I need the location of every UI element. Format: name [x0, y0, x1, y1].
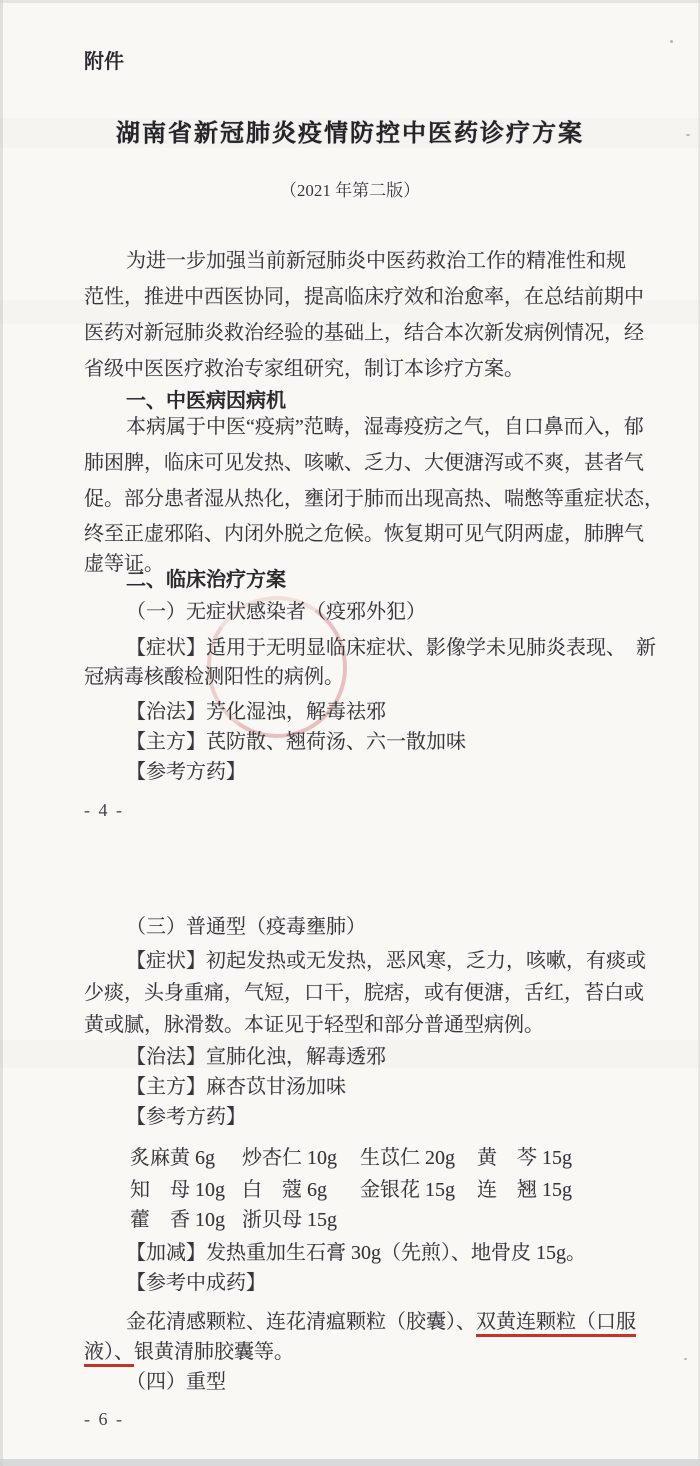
pathogenesis-line: 本病属于中医“疫病”范畴，湿毒疫疠之气，自口鼻而入，郁: [126, 416, 644, 438]
document-title: 湖南省新冠肺炎疫情防控中医药诊疗方案: [116, 121, 584, 147]
pathogenesis-line: 肺困脾，临床可见发热、咳嗽、乏力、大便溏泻或不爽，甚者气: [84, 452, 644, 474]
scan-edge-bottom: [0, 1459, 700, 1466]
type1-symptom-line: 【症状】适用于无明显临床症状、影像学未见肺炎表现、 新: [126, 637, 656, 659]
type3-symptom-line: 少痰，头身重痛，气短，口干，脘痞，或有便溏，舌红，苔白或: [84, 982, 644, 1004]
type3-formula-line: 【主方】麻杏苡甘汤加味: [126, 1076, 346, 1098]
type3-reference-label: 【参考方药】: [126, 1106, 246, 1128]
scan-speck: [670, 40, 673, 43]
patent-medicine-line: [126, 1309, 636, 1336]
red-underline-annotation: 液）、: [84, 1341, 134, 1367]
section-heading-pathogenesis: 一、中医病因病机: [126, 390, 286, 412]
herb-row: [130, 1177, 572, 1204]
herb-item: 金银花 15g: [360, 1179, 455, 1201]
pathogenesis-line: 虚等证。: [84, 553, 164, 575]
type3-symptom-line: 黄或腻，脉滑数。本证见于轻型和部分普通型病例。: [84, 1014, 544, 1036]
intro-line: 范性，推进中西医协同，提高临床疗效和治愈率，在总结前期中: [84, 286, 644, 308]
herb-row: [130, 1145, 572, 1172]
pathogenesis-line: 促。部分患者湿从热化，壅闭于肺而出现高热、喘憋等重症状态，: [84, 488, 664, 510]
type3-treatment-line: 【治法】宣肺化浊，解毒透邪: [126, 1046, 386, 1068]
type4-heading: （四）重型: [126, 1371, 226, 1393]
attachment-label: 附件: [84, 51, 124, 73]
herb-row: [130, 1207, 360, 1234]
type1-reference-label: 【参考方药】: [126, 761, 246, 783]
intro-line: 为进一步加强当前新冠肺炎中医药救治工作的精准性和规: [126, 250, 626, 272]
type1-symptom-line: 冠病毒核酸检测阳性的病例。: [84, 666, 344, 688]
intro-line: 医药对新冠肺炎救治经验的基础上，结合本次新发病例情况，经: [84, 322, 644, 344]
intro-line: 省级中医医疗救治专家组研究，制订本诊疗方案。: [84, 358, 524, 380]
red-underline-annotation: 双黄连颗粒（口服: [476, 1311, 636, 1337]
pathogenesis-line: 终至正虚邪陷、内闭外脱之危候。恢复期可见气阴两虚，肺脾气: [84, 523, 644, 545]
type1-heading: （一）无症状感染者（疫邪外犯）: [126, 601, 426, 623]
page-number-6: - 6 -: [84, 1409, 124, 1429]
patent-medicine-line: [84, 1339, 294, 1366]
herb-item: 藿 香 10g: [130, 1209, 225, 1231]
type3-symptom-line: 【症状】初起发热或无发热，恶风寒，乏力，咳嗽，有痰或: [126, 950, 646, 972]
herb-item: 连 翘 15g: [477, 1179, 572, 1201]
type3-patent-heading: 【参考中成药】: [126, 1272, 266, 1294]
patent-medicine-text: 银黄清肺胶囊等。: [134, 1341, 294, 1363]
document-edition: （2021 年第二版）: [279, 181, 421, 200]
herb-item: 生苡仁 20g: [360, 1147, 455, 1169]
patent-medicine-text: 金花清感颗粒、连花清瘟颗粒（胶囊）、: [126, 1311, 476, 1333]
type3-modification-line: 【加减】发热重加生石膏 30g（先煎）、地骨皮 15g。: [126, 1242, 586, 1264]
herb-item: 知 母 10g: [130, 1179, 225, 1201]
scan-edge-left: [0, 0, 3, 1466]
type1-treatment-line: 【治法】芳化湿浊，解毒祛邪: [126, 701, 386, 723]
herb-item: 炒杏仁 10g: [242, 1147, 337, 1169]
page-number-4: - 4 -: [84, 800, 124, 820]
scan-speck: [684, 1358, 687, 1360]
herb-item: 白 蔻 6g: [242, 1179, 327, 1201]
section-heading-treatment-plan: 二、临床治疗方案: [126, 569, 286, 591]
type3-heading: （三）普通型（疫毒壅肺）: [126, 916, 366, 938]
type1-formula-line: 【主方】芪防散、翘荷汤、六一散加味: [126, 731, 466, 753]
scan-edge-top: [0, 0, 700, 3]
herb-item: 炙麻黄 6g: [130, 1147, 215, 1169]
herb-item: 浙贝母 15g: [242, 1209, 337, 1231]
herb-item: 黄 芩 15g: [477, 1147, 572, 1169]
